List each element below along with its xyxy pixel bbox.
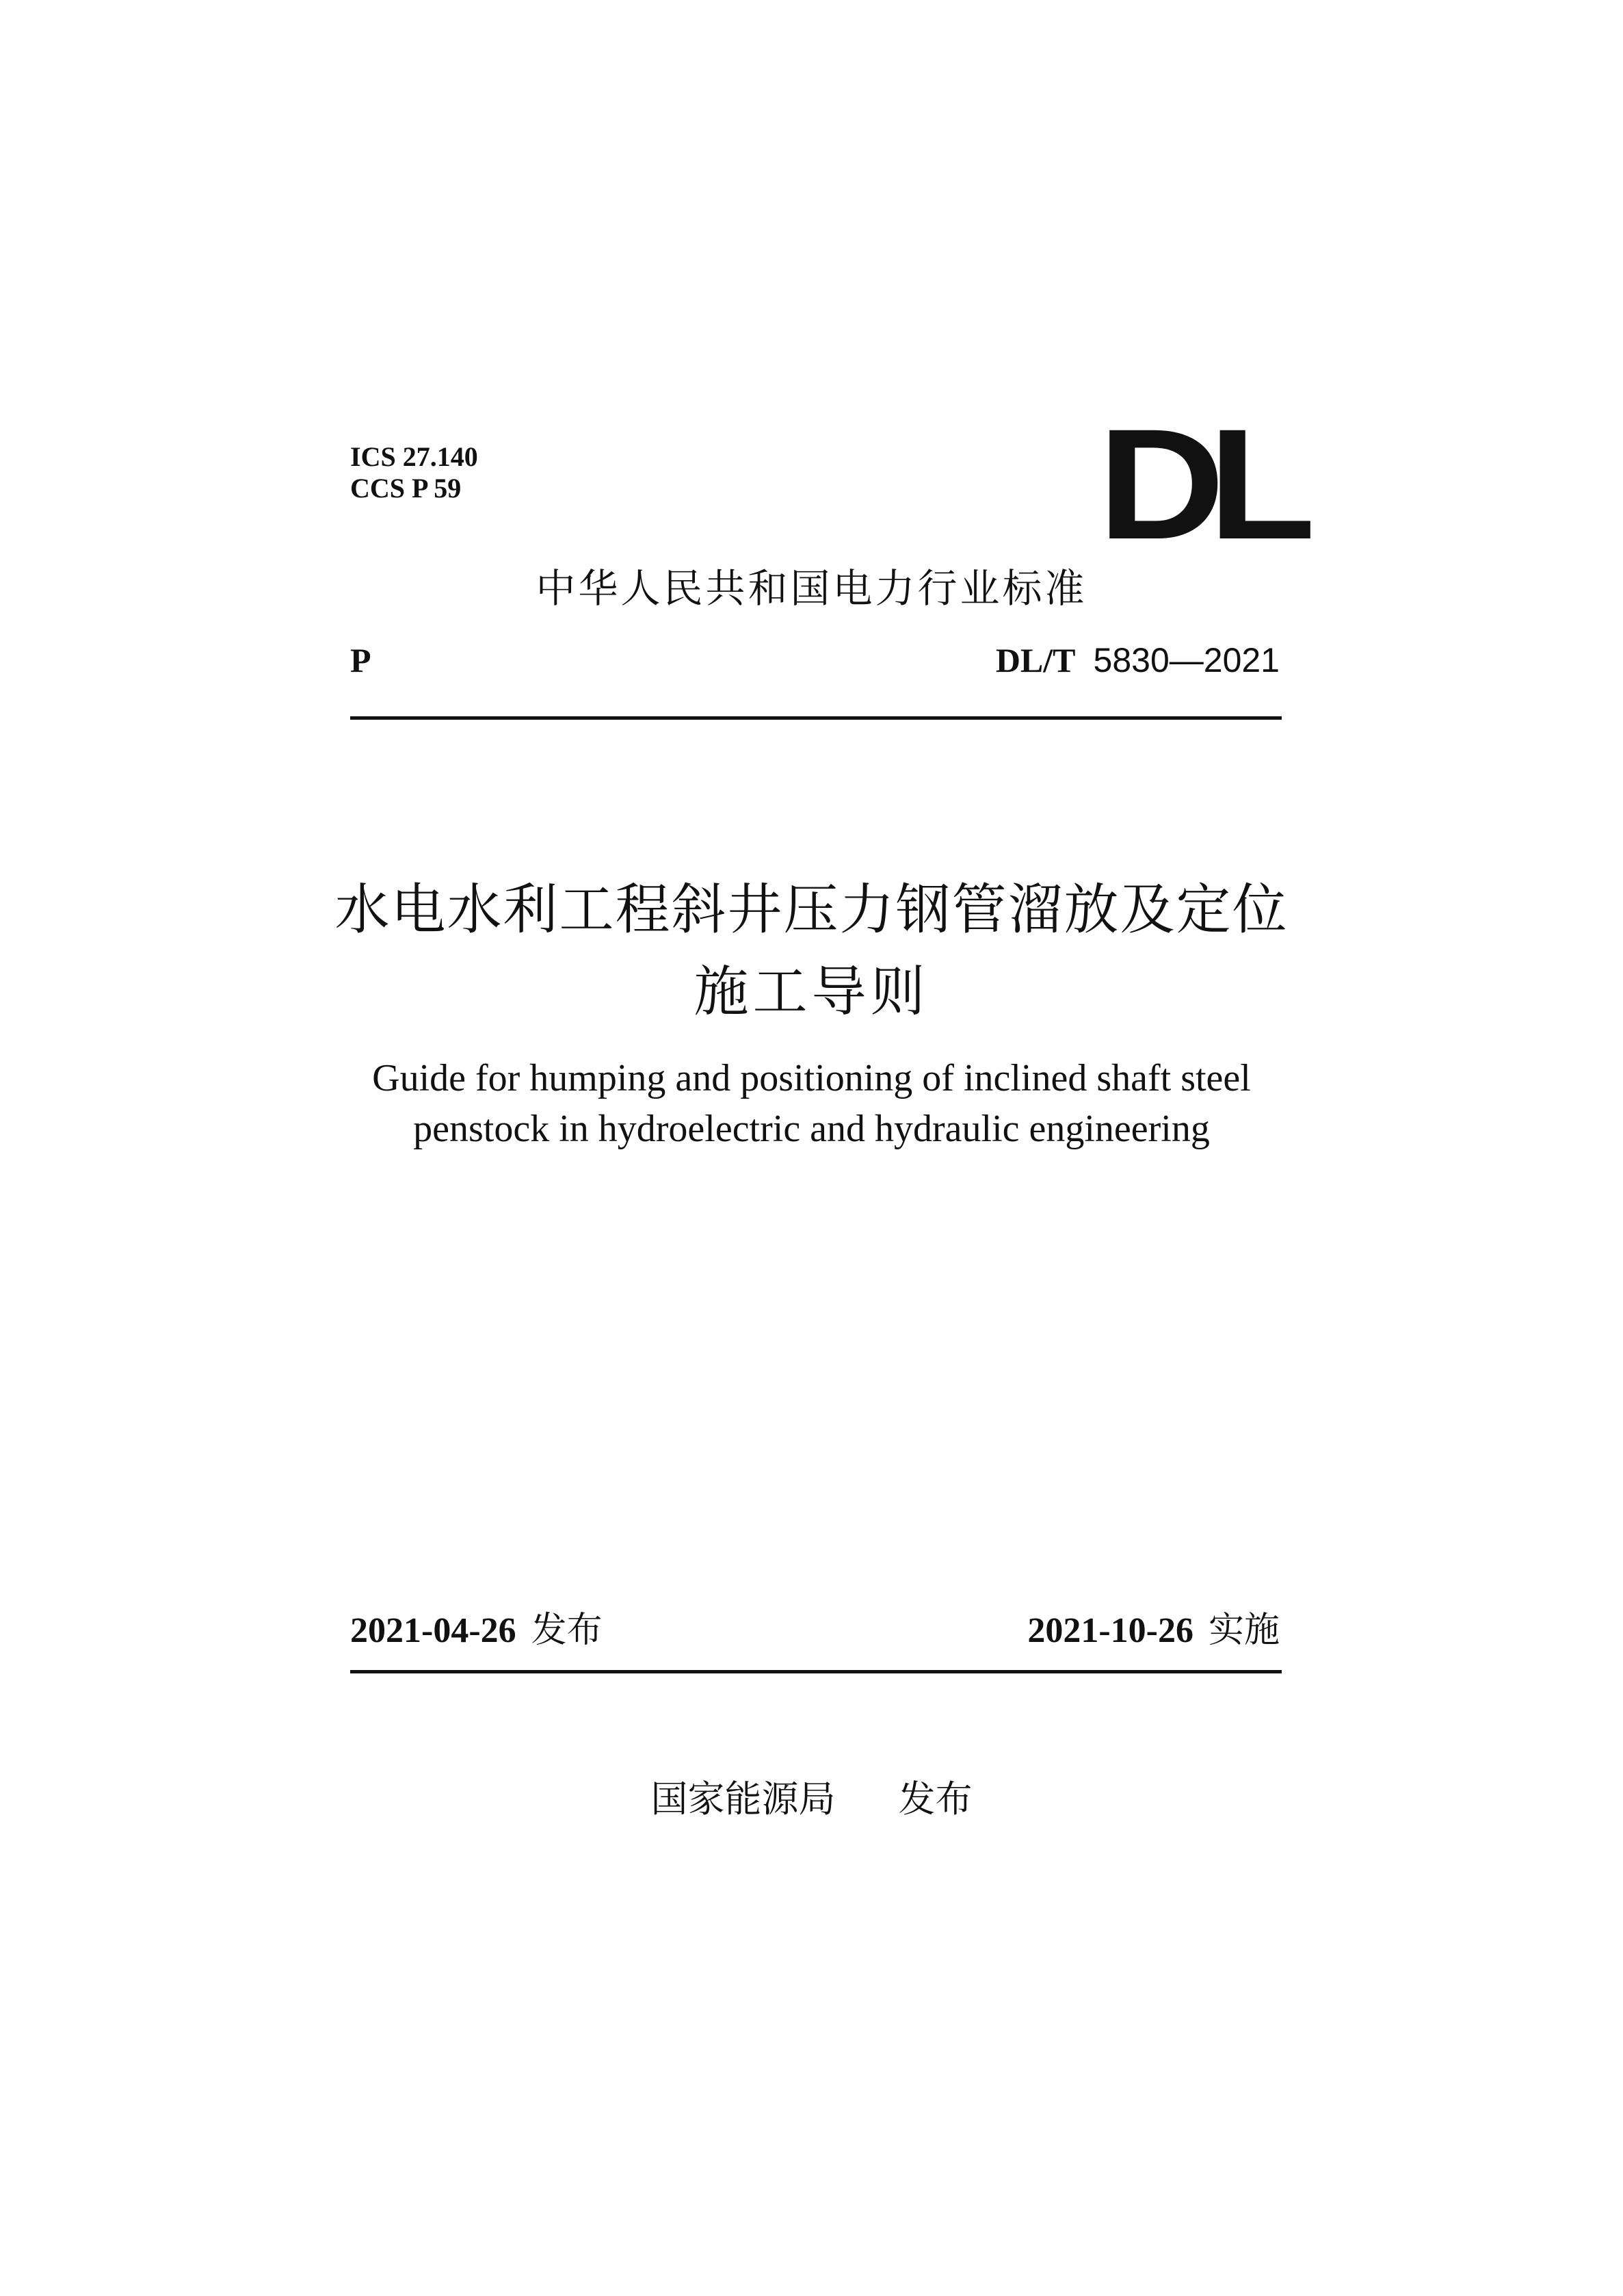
standard-number [996, 640, 1280, 681]
issue-date: 2021-04-26 [350, 1611, 516, 1650]
standard-issuer-title: 中华人民共和国电力行业标准 [536, 565, 1087, 612]
standard-class-code: P [350, 641, 371, 679]
classification-codes [350, 441, 478, 504]
implement-date: 2021-10-26 [1027, 1611, 1193, 1650]
implement-label: 实施 [1208, 1610, 1280, 1651]
issue-label: 发布 [531, 1610, 603, 1651]
standard-number-prefix: DL/T [995, 641, 1076, 679]
top-divider [350, 716, 1282, 720]
implement-date-block [1027, 1608, 1280, 1654]
bottom-divider [350, 1670, 1282, 1673]
publisher-name: 国家能源局 [650, 1777, 836, 1821]
title-english-line-1: Guide for humping and positioning of inclined shaft steel [372, 1057, 1251, 1099]
ics-code: ICS 27.140 [350, 441, 478, 472]
standard-number-value: 5830—2021 [1093, 641, 1280, 679]
dl-logo: DL [1098, 396, 1299, 572]
title-chinese-line-2: 施工导则 [694, 960, 929, 1023]
publisher-action: 发布 [898, 1777, 973, 1821]
title-english-line-2: penstock in hydroelectric and hydraulic engineering [413, 1108, 1210, 1150]
title-chinese-line-1: 水电水利工程斜井压力钢管溜放及定位 [334, 878, 1289, 941]
ccs-code: CCS P 59 [350, 473, 462, 504]
publisher-line [0, 1775, 1623, 1823]
issue-date-block [350, 1608, 603, 1654]
